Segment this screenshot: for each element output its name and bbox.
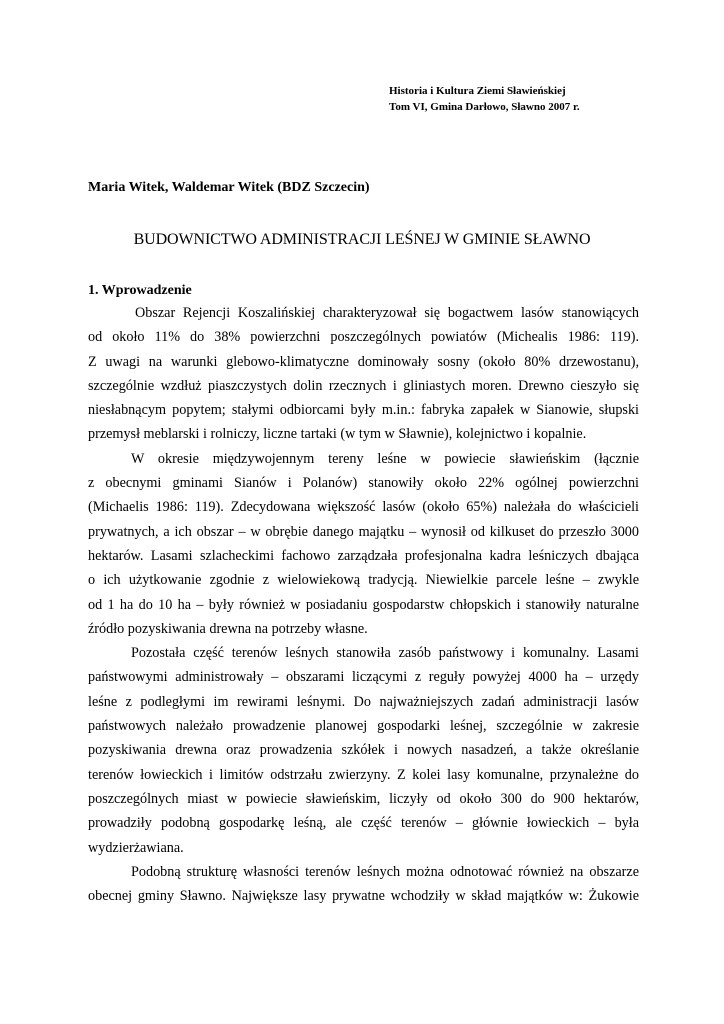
text-line: państwowych należało prowadzenie planowej gospodarki leśnej, szczególnie w zakresie: [88, 718, 639, 735]
header-series-title: Historia i Kultura Ziemi Sławieńskiej: [389, 85, 566, 97]
text-line: Podobną strukturę własności terenów leśnych można odnotować również na obszarze: [131, 863, 639, 880]
article-title: BUDOWNICTWO ADMINISTRACJI LEŚNEJ W GMINIE SŁAWNO: [133, 231, 591, 248]
text-line: Z uwagi na warunki glebowo-klimatyczne dominowały sosny (około 80% drzewostanu),: [88, 353, 639, 370]
text-line: poszczególnych miast w powiecie sławieńskim, liczyły od około 300 do 900 hektarów,: [88, 790, 639, 807]
text-line: terenów łowieckich i limitów odstrzału zwierzyny. Z kolei lasy komunalne, przynależne do: [88, 766, 639, 783]
text-line: od 1 ha do 10 ha – były również w posiadaniu gospodarstw chłopskich i stanowiły naturalne: [88, 596, 639, 613]
text-line: prywatnych, a ich obszar – w obrębie danego majątku – wynosił od kilkuset do przeszło 3000: [88, 523, 639, 540]
paragraph: [88, 860, 639, 909]
text-line: przemysł meblarski i rolniczy, liczne tartaki (w tym w Sławnie), kolejnictwo i kopalnie.: [88, 426, 587, 443]
article-body: [88, 301, 639, 908]
text-line: niesłabnącym popytem; stałymi odbiorcami były m.in.: fabryka zapałek w Sianowie, słupski: [88, 402, 639, 419]
text-line: pozyskiwania drewna oraz prowadzenia szkółek i nowych nasadzeń, a także określanie: [88, 742, 639, 759]
text-line: prowadziły podobną gospodarkę leśną, ale część terenów – głównie łowieckich – była: [88, 815, 639, 832]
authors-line: Maria Witek, Waldemar Witek (BDZ Szczecin): [88, 180, 370, 195]
paragraph: [88, 447, 639, 641]
text-line: od około 11% do 38% powierzchni poszczególnych powiatów (Michealis 1986: 119).: [88, 329, 639, 346]
text-line: wydzierżawiana.: [88, 839, 184, 856]
text-line: państwowymi administrowały – obszarami liczącymi z reguły powyżej 4000 ha – urzędy: [88, 669, 639, 686]
text-line: z obecnymi gminami Sianów i Polanów) stanowiły około 22% ogólnej powierzchni: [88, 475, 639, 492]
text-line: o ich użytkowanie zgodnie z wielowiekową tradycją. Niewielkie parcele leśne – zwykle: [88, 572, 639, 589]
text-line: źródło pozyskiwania drewna na potrzeby własne.: [88, 620, 368, 637]
text-line: obecnej gminy Sławno. Największe lasy prywatne wchodziły w skład majątków w: Żukowie: [88, 888, 639, 905]
paragraph: [88, 301, 639, 447]
paragraph: [88, 641, 639, 860]
header-volume-info: Tom VI, Gmina Darłowo, Sławno 2007 r.: [389, 101, 580, 113]
text-line: W okresie międzywojennym tereny leśne w powiecie sławieńskim (łącznie: [131, 450, 639, 467]
text-line: Obszar Rejencji Koszalińskiej charakteryzował się bogactwem lasów stanowiących: [135, 305, 639, 321]
text-line: (Michaelis 1986: 119). Zdecydowana większość lasów (około 65%) należała do właścicieli: [88, 499, 639, 516]
text-line: leśne z podległymi im rewirami leśnymi. Do najważniejszych zadań administracji lasów: [88, 693, 639, 710]
publication-header: [389, 83, 580, 115]
text-line: szczególnie wzdłuż piaszczystych dolin rzecznych i gliniastych moren. Drewno cieszyło się: [88, 377, 639, 394]
text-line: hektarów. Lasami szlacheckimi fachowo zarządzała profesjonalna kadra leśniczych dbająca: [88, 547, 639, 564]
section-heading: 1. Wprowadzenie: [88, 283, 192, 298]
text-line: Pozostała część terenów leśnych stanowiła zasób państwowy i komunalny. Lasami: [131, 645, 639, 662]
